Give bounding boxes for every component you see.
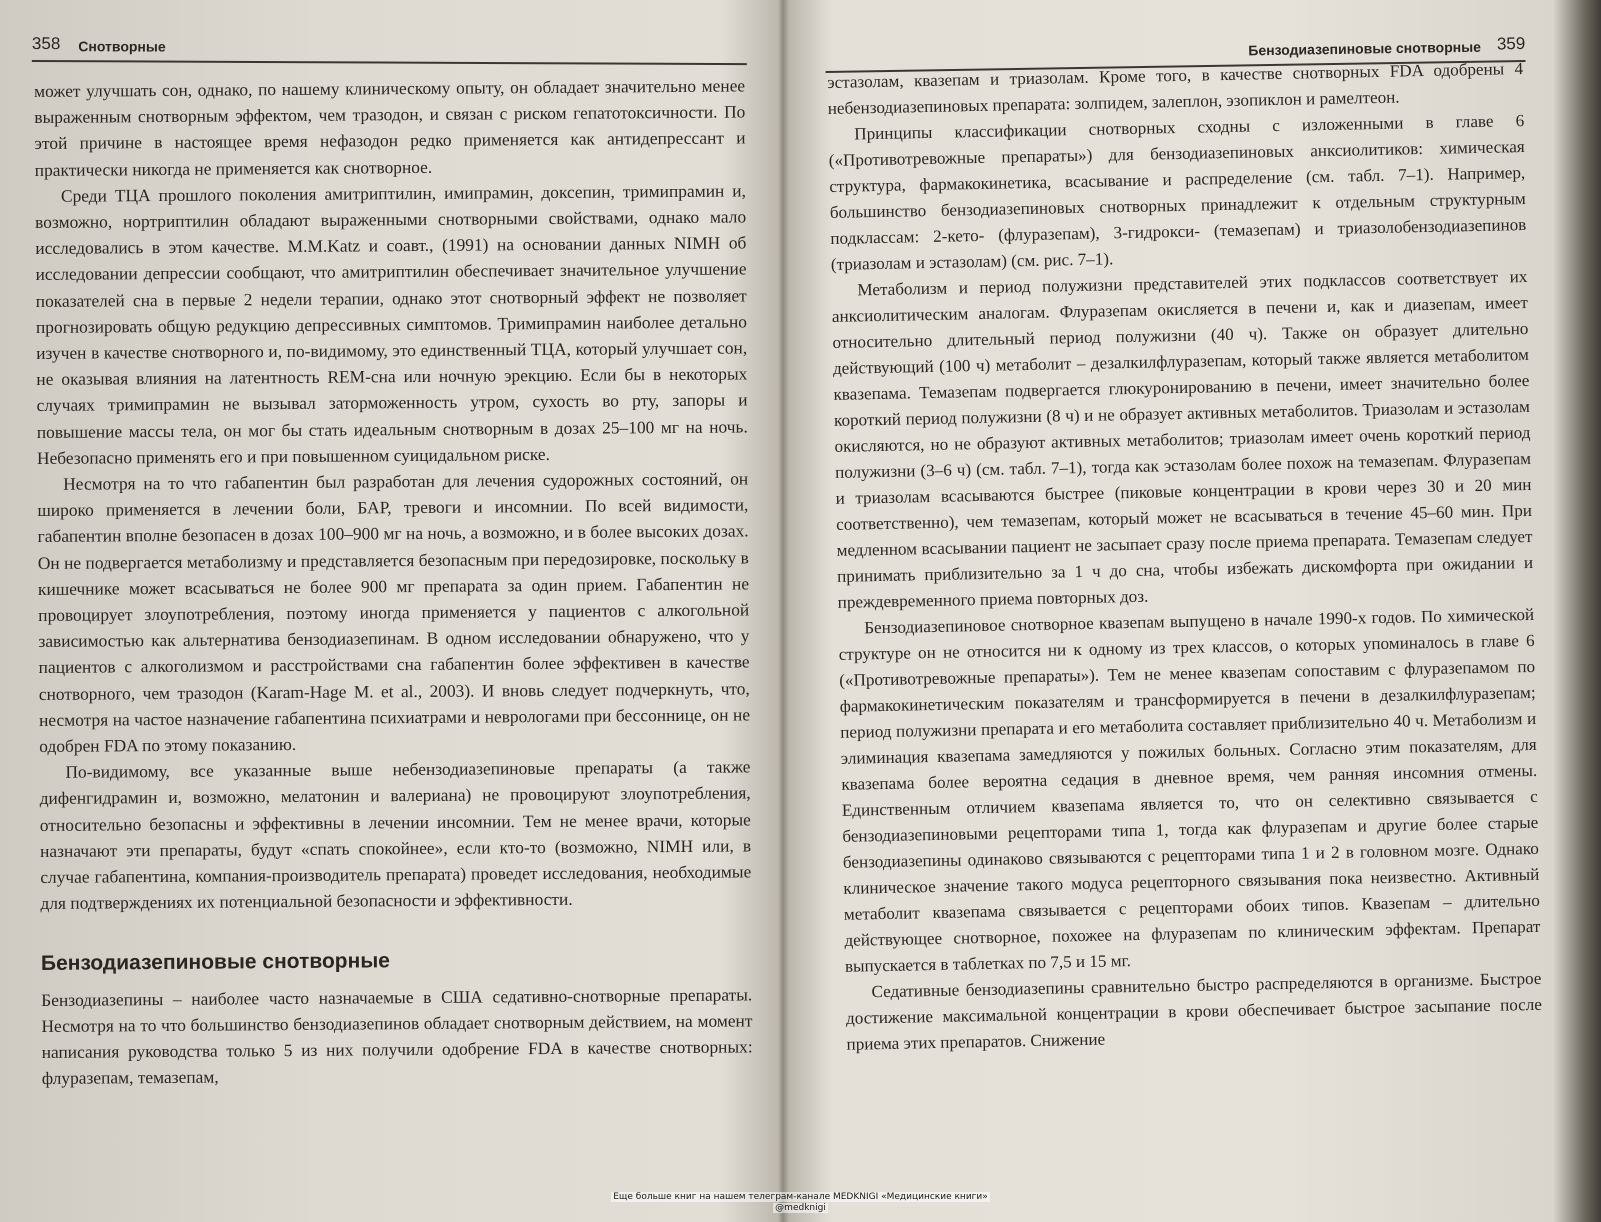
left-body-text — [34, 72, 753, 1091]
section-heading: Бензодиазепиновые снотворные — [40, 948, 390, 975]
paragraph: Метаболизм и период полужизни представителей этих подклассов соответствует их анксиолитическим аналогам. Флуразепам окисляется в печени и, как и диазепам, имеет относительно длительный период полужизни (40 ч). Также он образует длительно действующий (100 ч) метаболит – дезалкилфлуразепам, который также является метаболитом квазепама. Темазепам подвергается глюкуронированию в печени, имеет значительно более короткий период полужизни (8 ч) и не образует активных метаболитов. Триазолам и эстазолам окисляются, но не образуют активных метаболитов; триазолам имеет очень короткий период полужизни (3–6 ч) (см. табл. 7–1), тогда как эстазолам более похож на темазепам. Флуразепам и триазолам всасываются быстрее (пиковые концентрации в крови через 30 и 20 мин соответственно), чем темазепам, который может не всасываться в течение 45–60 мин. При медленном всасывании пациент не засыпает сразу после приема препарата. Темазепам следует принимать приблизительно за 1 ч до сна, чтобы избежать дискомфорта при ожидании и преждевременного приема повторных доз. — [831, 266, 1534, 612]
left-running-title: Снотворные — [78, 38, 166, 55]
paragraph: По-видимому, все указанные выше небензодиазепиновые препараты (а также дифенгидрамин и, возможно, мелатонин и валериана) не провоцируют злоупотребления, относительно безопасны и эффективны в лечении инсомнии. Тем не менее врачи, которые назначают эти препараты, будут «спать спокойнее», если кто-то (возможно, NIMH или, в случае габапентина, компания-производитель препарата) проведет исследования, необходимые для подтверждениях их потенциальной безопасности и эффективности. — [39, 756, 752, 914]
paragraph: Среди ТЦА прошлого поколения амитриптилин, имипрамин, доксепин, тримипрамин и, возможно, нортриптилин обладают выраженными снотворными свойствами, однако мало исследовались в этом качестве. M.M.Katz и соавт., (1991) на основании данных NIMH об исследовании депрессии сообщают, что амитриптилин обеспечивает значительное улучшение показателей сна в первые 2 недели терапии, однако этот снотворный эффект не позволяет прогнозировать общую редукцию депрессивных симптомов. Тримипрамин наиболее детально изучен в качестве снотворного и, по-видимому, это единственный ТЦА, который улучшает сон, не оказывая влияния на латентность REM-сна или ночную эрекцию. Если бы в некоторых случаях тримипрамин не вызывал заторможенность утром, сухость во рту, запоры и повышение массы тела, он мог бы стать идеальным снотворным в дозах 25–100 мг на ночь. Небезопасно применять его и при повышенном суицидальном риске. — [35, 180, 748, 468]
paragraph: может улучшать сон, однако, по нашему клиническому опыту, он обладает значительно менее выраженным снотворным эффектом, чем тразодон, и связан с риском гепатотоксичности. По этой причине в настоящее время нефазодон редко применяется как антидепрессант и практически никогда не применяется как снотворное. — [34, 75, 746, 180]
left-page-number: 358 — [31, 33, 61, 54]
watermark-footer — [0, 1192, 1601, 1214]
right-body-text — [827, 56, 1543, 1058]
right-page — [815, 0, 1543, 1222]
paragraph: Несмотря на то что габапентин был разработан для лечения судорожных состояний, он широко применяется в лечении боли, БАР, тревоги и инсомнии. По всей видимости, габапентин вполне безопасен в дозах 100–900 мг на ночь, а возможно, и в более высоких дозах. Он не подвергается метаболизму и представляется безопасным при передозировке, поскольку в кишечнике может всасываться не более 900 мг препарата за один прием. Габапентин не провоцирует злоупотребления, поэтому иногда применяется у пациентов с алкогольной зависимостью как альтернатива бензодиазепинам. В одном исследовании обнаружено, что у пациентов с алкоголизмом и расстройствами сна габапентин более эффективен в качестве снотворного, чем тразодон (Karam-Hage M. et al., 2003). И вновь следует подчеркнуть, что, несмотря на частое назначение габапентина психиатрами и неврологами при бессоннице, он не одобрен FDA по этому показанию. — [37, 468, 751, 757]
paragraph: Принципы классификации снотворных сходны с изложенными в главе 6 («Противотревожные препараты») для бензодиазепиновых анксиолитиков: химическая структура, фармакокинетика, всасывание и распределение (см. табл. 7–1). Например, большинство бензодиазепиновых снотворных принадлежит к отдельным структурным подклассам: 2-кето- (флуразепам), 3-гидрокси- (темазепам) и триазолобензодиазепинов (триазолам и эстазолам) (см. рис. 7–1). — [828, 111, 1527, 274]
footer-line-1: Еще больше книг на нашем телеграм-канале MEDKNIGI «Медицинские книги» — [613, 1192, 988, 1202]
right-page-number: 359 — [1496, 33, 1526, 54]
right-running-title: Бензодиазепиновые снотворные — [1248, 38, 1482, 59]
paragraph: эстазолам, квазепам и триазолам. Кроме того, в качестве снотворных FDA одобрены 4 небензодиазепиновых препарата: золпидем, залеплон, эзопиклон и рамелтеон. — [827, 59, 1524, 118]
paragraph: Бензодиазепиновое снотворное квазепам выпущено в начале 1990-х годов. По химической структуре он не относится ни к одному из трех классов, о которых упоминалось в главе 6 («Противотревожные препараты»). Тем не менее квазепам сопоставим с флуразепамом по фармакокинетическим показателям и трансформируется в печени в дезалкилфлуразепам; период полужизни препарата и его метаболита составляет приблизительно 40 ч. Метаболизм и элиминация квазепама замедляются у пожилых больных. Согласно этим показателям, для квазепама более вероятна седация в дневное время, чем ранняя инсомния отмены. Единственным отличием квазепама является то, что он селективно связывается с бензодиазепиновыми рецепторами типа 1, тогда как флуразепам и другие более старые бензодиазепины одинаково связываются с рецепторами типа 1 и 2 в головном мозге. Однако клиническое значение такого модуса рецепторного связывания пока неизвестно. Активный метаболит квазепама связывается с рецепторами обоих типов. Квазепам – длительно действующее снотворное, похожее на флуразепам по клиническим эффектам. Препарат выпускается в таблетках по 7,5 и 15 мг. — [838, 604, 1541, 976]
paragraph: Бензодиазепины – наиболее часто назначаемые в США седативно-снотворные препараты. Несмотря на то что большинство бензодиазепинов обладает снотворным действием, на момент написания руководства только 5 из них получили одобрение FDA в качестве снотворных: флуразепам, темазепам, — [41, 984, 753, 1089]
paragraph: Седативные бензодиазепины сравнительно быстро распределяются в организме. Быстрое достижение максимальной концентрации в крови обеспечивает быстрое засыпание после приема этих препаратов. Снижение — [845, 968, 1543, 1054]
left-running-head — [32, 28, 747, 65]
footer-line-2: @medknigi — [775, 1203, 826, 1213]
left-page — [22, 0, 757, 1222]
